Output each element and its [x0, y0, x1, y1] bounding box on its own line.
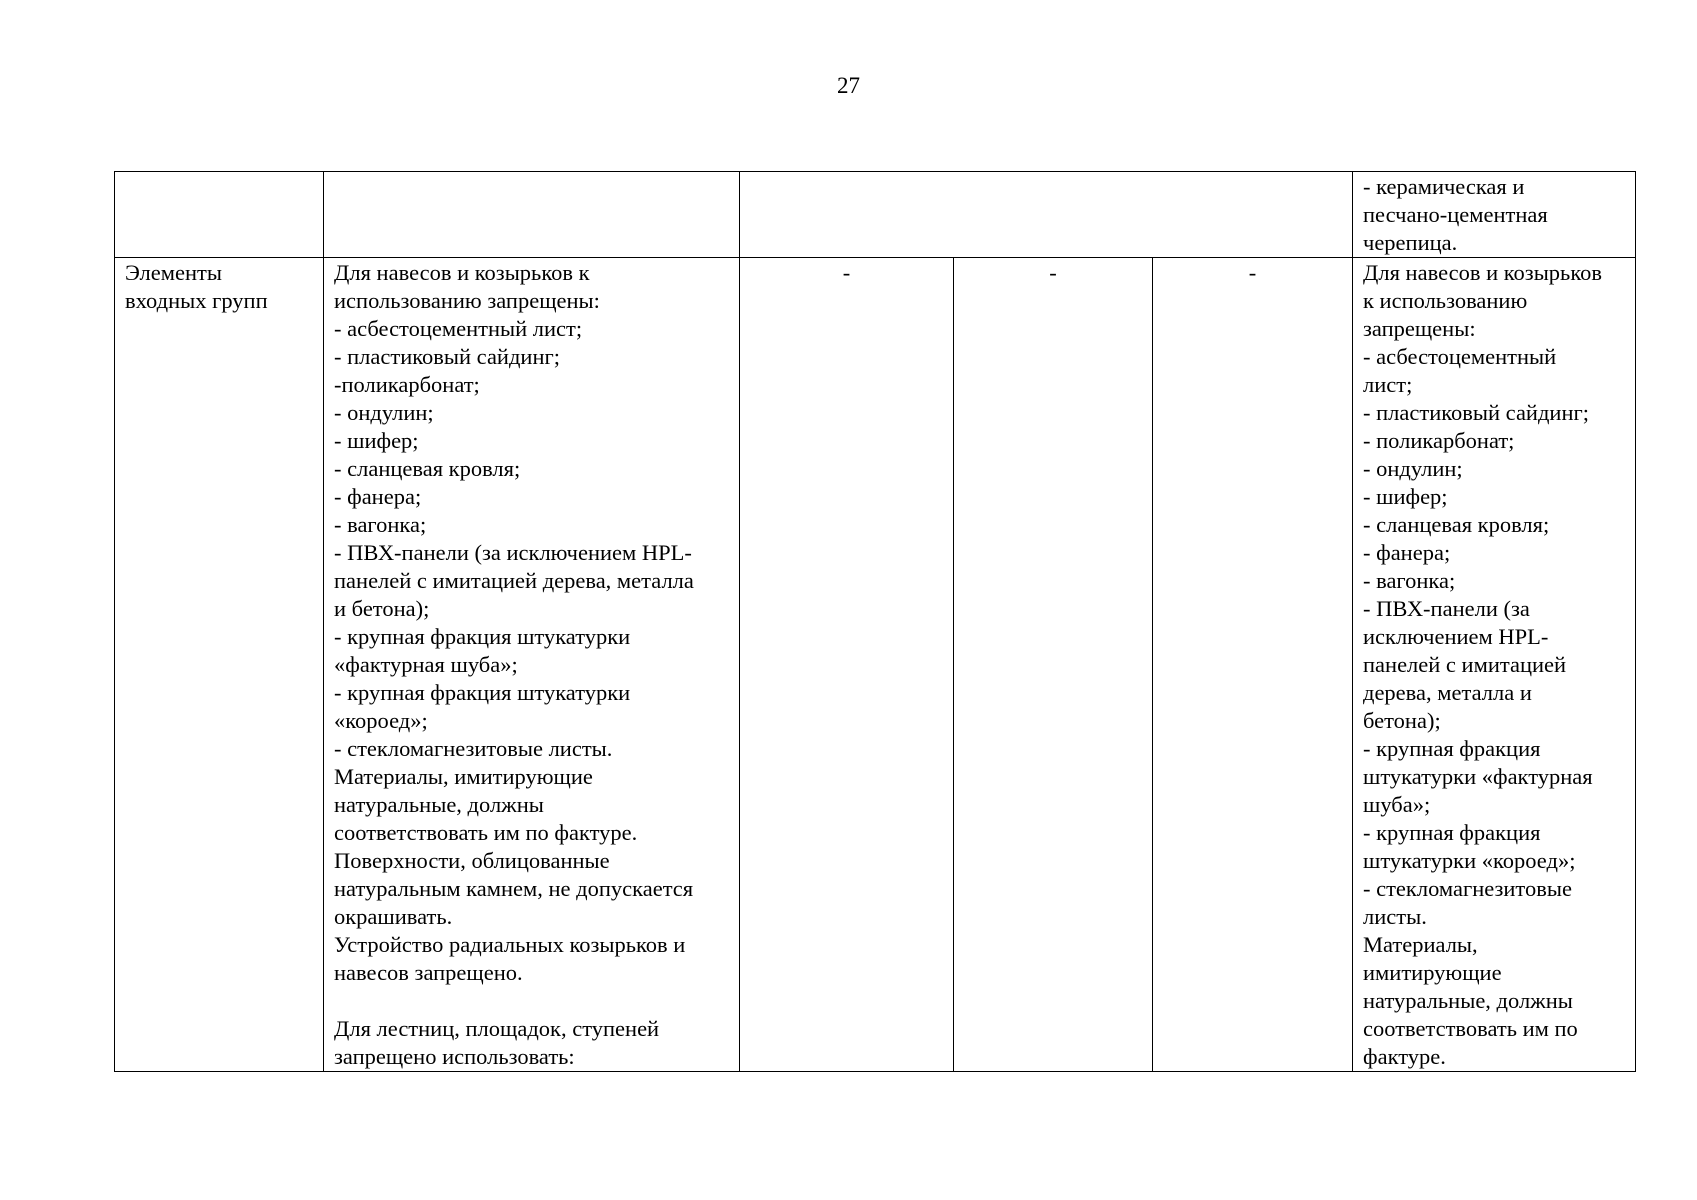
table-cell-dash	[1153, 258, 1353, 1072]
table-cell-element	[115, 172, 324, 258]
cell-text: Для навесов и козырьков к использованию запрещены: - асбестоцементный лист; - пластиковый сайдинг; - поликарбонат; - ондулин; - шифер; - сланцевая кровля; - фанера; - вагонка; - ПВХ-панели (за исключением HPL- панелей с имитацией дерева, металла и бетона); - крупная фракция штукатурки «фактурная шуба»; - крупная фракция штукатурки «короед»; - стекломагнезитовые листы. Материалы, имитирующие натуральные, должны соответствовать им по фактуре.	[1363, 260, 1602, 1069]
cell-text: -	[1248, 260, 1257, 285]
cell-text: - керамическая и песчано-цементная черепица.	[1363, 174, 1548, 255]
table-cell-right-requirements	[1353, 258, 1636, 1072]
cell-text: Элементы входных групп	[125, 260, 268, 313]
table-cell-dash	[954, 258, 1153, 1072]
table-row	[115, 258, 1636, 1072]
table-cell-dash	[740, 258, 954, 1072]
table-cell-requirements	[324, 172, 740, 258]
table-cell-merged	[740, 172, 1353, 258]
table-cell-requirements	[324, 258, 740, 1072]
cell-text: -	[842, 260, 851, 285]
cell-text: -	[1049, 260, 1057, 285]
page-number: 27	[837, 73, 860, 98]
table-cell-element	[115, 258, 324, 1072]
table-cell-right-requirements	[1353, 172, 1636, 258]
table-row	[115, 172, 1636, 258]
cell-text: Для навесов и козырьков к использованию запрещены: - асбестоцементный лист; - пластиковый сайдинг; -поликарбонат; - ондулин; - шифер; - сланцевая кровля; - фанера; - вагонка; - ПВХ-панели (за исключением HPL- панелей с имитацией дерева, металла и бетона); - крупная фракция штукатурки «фактурная шуба»; - крупная фракция штукатурки «короед»; - стекломагнезитовые листы. Материалы, имитирующие натуральные, должны соответствовать им по фактуре. Поверхности, облицованные натуральным камнем, не допускается окрашивать. Устройство радиальных козырьков и навесов запрещено. Для лестниц, площадок, ступеней запрещено использовать:	[334, 260, 694, 1069]
requirements-table	[114, 171, 1636, 1072]
